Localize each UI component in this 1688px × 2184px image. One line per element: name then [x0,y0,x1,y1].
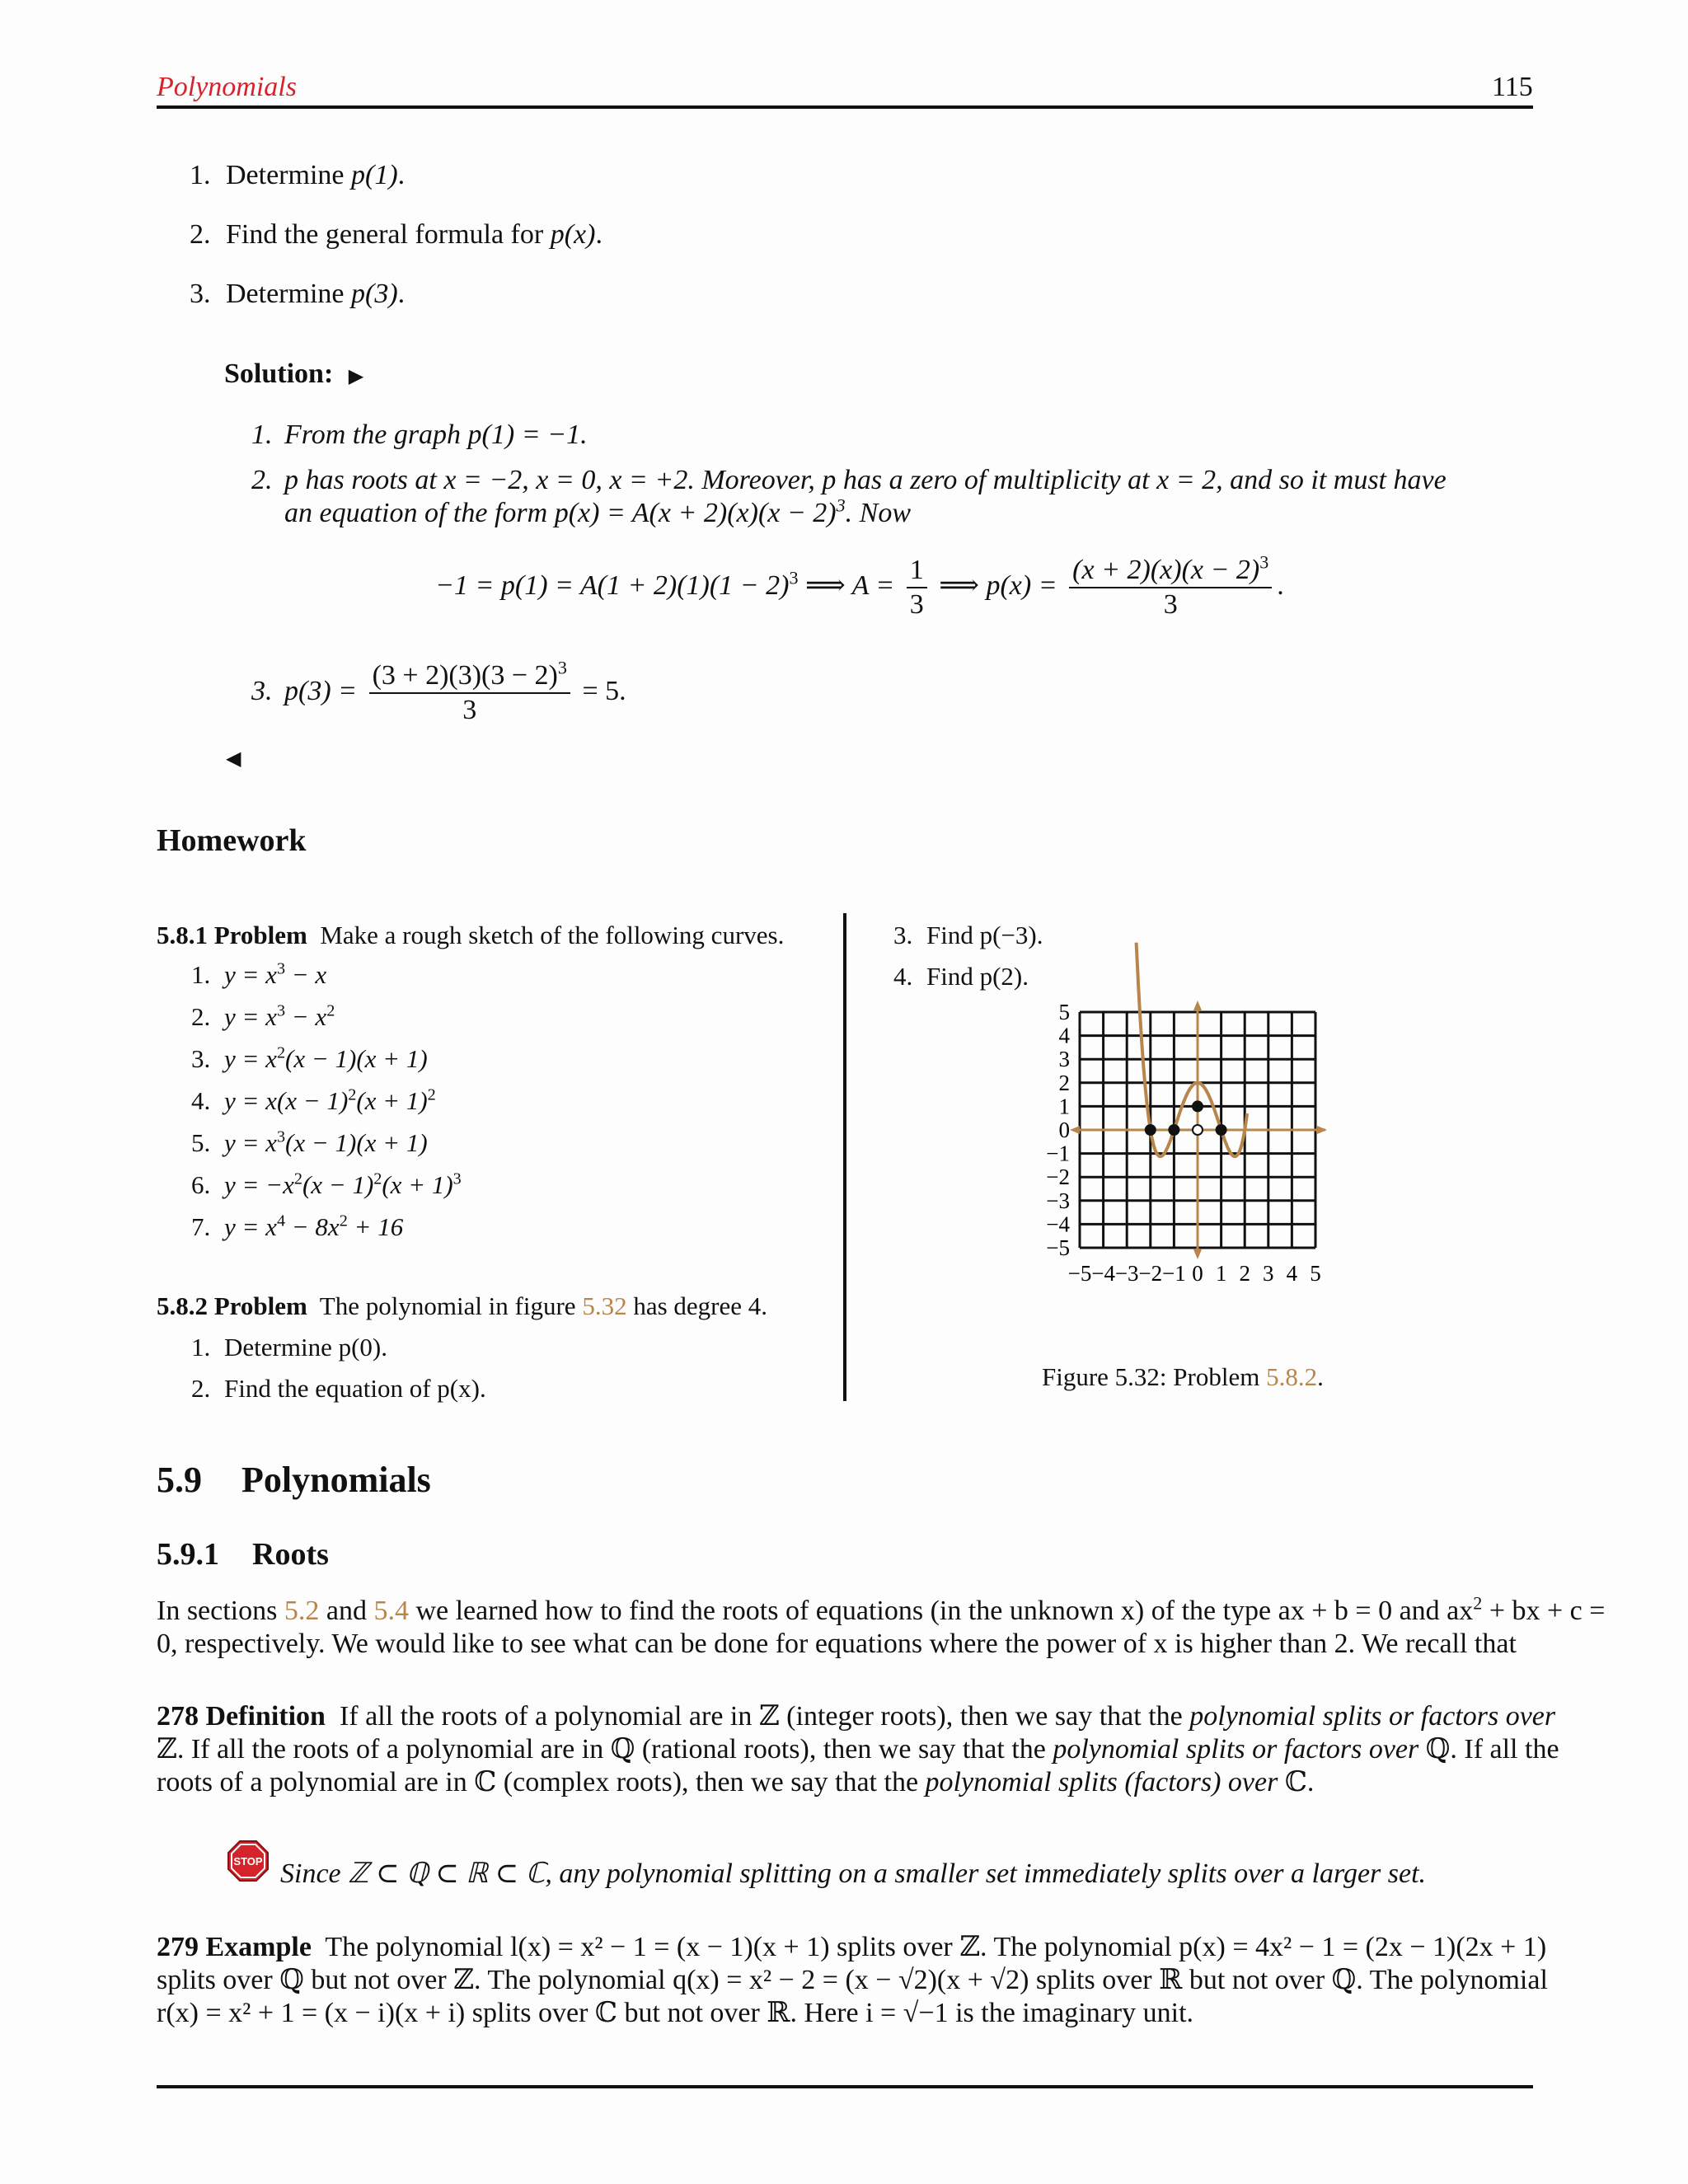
solution-step-3: 3. p(3) = $\frac{(3 + 2)(3)(3 - 2)^3}{3}$ = 5. [251,657,626,725]
footer-rule [157,2085,1533,2088]
column-divider [843,913,846,1401]
y-tick-label: 5 [1058,1000,1070,1024]
section-ref-link[interactable]: 5.2 [284,1596,320,1626]
y-axis-arrow-down [1193,1249,1202,1259]
x-tick-label: 2 [1239,1261,1250,1286]
x-tick-label: −2 [1138,1261,1163,1286]
solution-close-marker: ◀ [226,748,241,770]
y-tick-label: −1 [1046,1141,1070,1166]
x-tick-label: 1 [1215,1261,1227,1286]
problem-5-8-1: 5.8.1 Problem Make a rough sketch of the following curves. [157,921,785,949]
list-item: 2. Find the equation of p(x). [191,1374,486,1403]
x-tick-label: 5 [1310,1261,1321,1286]
y-tick-label: 2 [1058,1070,1070,1095]
running-header-chapter: Polynomials [157,72,297,102]
solution-label: Solution: ▶ [224,359,364,389]
figure-ref-link[interactable]: 5.32 [582,1291,627,1320]
solution-open-marker: ▶ [348,366,364,387]
list-item: 5. $y = x^3(x - 1)(x + 1)$ [191,1127,428,1157]
list-item: 4. Find p(2). [893,962,1029,991]
x-tick-label: 0 [1192,1261,1203,1286]
homework-heading: Homework [157,823,307,858]
x-tick-label: 4 [1286,1261,1298,1286]
list-item: 3. $y = x^2(x - 1)(x + 1)$ [191,1043,428,1073]
list-item: 2. $y = x^3 - x^2$ [191,1001,335,1031]
data-point [1217,1125,1226,1135]
data-point [1146,1125,1156,1135]
y-tick-label: 0 [1058,1118,1070,1142]
data-point [1193,1101,1203,1111]
definition-line-2: ℤ. If all the roots of a polynomial are in ℚ (rational roots), then we say that the polynomial splits or factors over ℚ. If all the [157,1734,1559,1765]
subsection-heading: 5.9.1 Roots [157,1537,329,1572]
definition-line-1: 278 Definition If all the roots of a polynomial are in ℤ (integer roots), then we say that the polynomial splits or factors over [157,1701,1556,1732]
list-item: 1. $y = x^3 - x$ [191,959,327,989]
example-line-2: splits over ℚ but not over ℤ. The polynomial q(x) = x² − 2 = (x − √2)(x + √2) splits over ℝ but not over ℚ. The polynomial [157,1965,1548,1995]
section-paragraph-line-2: 0, respectively. We would like to see what can be done for equations where the power of x is higher than 2. We recall that [157,1629,1517,1659]
header-rule [157,105,1533,109]
y-tick-label: −4 [1046,1212,1070,1237]
y-tick-label: 3 [1058,1047,1070,1072]
list-item: 6. $y = -x^2(x - 1)^2(x + 1)^3$ [191,1169,462,1199]
figure-caption: Figure 5.32: Problem 5.8.2. [1042,1362,1324,1391]
solution-step-2: 2. p has roots at x = −2, x = 0, x = +2. Moreover, p has a zero of multiplicity at x = 2, and so it must have [251,465,1447,495]
x-tick-label: −4 [1091,1261,1115,1286]
chart-tick-labels [1046,1000,1320,1286]
x-axis-arrow-left [1070,1126,1080,1134]
y-tick-label: −2 [1046,1165,1070,1190]
x-axis-arrow-right [1317,1126,1327,1134]
y-axis-arrow-up [1193,1001,1202,1010]
svg-text:STOP: STOP [233,1855,263,1868]
open-point [1193,1125,1203,1135]
stop-sign-icon [227,1840,269,1882]
list-item: 2. Find the general formula for p(x). [190,219,603,250]
y-tick-label: −3 [1046,1188,1070,1213]
display-equation: $-1 = p(1) = A(1 + 2)(1)(1 - 2)^3$ ⟹ A = $\frac{1}{3}$ ⟹ p(x) = $\frac{(x + 2)(x)(x - 2)^3}{3}$ . [435,551,1284,620]
list-item: 1. Determine p(1). [190,160,406,190]
data-point [1169,1125,1179,1135]
problem-ref-link[interactable]: 5.8.2 [1266,1362,1318,1391]
section-heading: 5.9 Polynomials [157,1460,431,1500]
figure-5-32-chart [1022,940,1335,1302]
y-tick-label: 4 [1058,1023,1070,1048]
section-ref-link[interactable]: 5.4 [373,1596,409,1626]
y-tick-label: −5 [1046,1235,1070,1260]
y-tick-label: 1 [1058,1094,1070,1119]
x-tick-label: 3 [1263,1261,1274,1286]
curve-list [191,959,462,1254]
x-tick-label: −3 [1114,1261,1139,1286]
list-item: 4. $y = x(x - 1)^2(x + 1)^2$ [191,1085,436,1115]
page-number: 115 [1492,72,1533,102]
definition-line-3: roots of a polynomial are in ℂ (complex roots), then we say that the polynomial splits (factors) over ℂ. [157,1767,1315,1797]
list-item: 3. Find p(−3). [893,921,1043,949]
stop-note-text: Since ℤ ⊂ ℚ ⊂ ℝ ⊂ ℂ, any polynomial splitting on a smaller set immediately splits over a larger set. [280,1858,1427,1889]
x-tick-label: −5 [1067,1261,1092,1286]
solution-step-2-line-2: an equation of the form $p(x) = A(x + 2)(x)(x - 2)^3$. Now [284,494,912,528]
example-line-1: 279 Example The polynomial l(x) = x² − 1 = (x − 1)(x + 1) splits over ℤ. The polynomial p(x) = 4x² − 1 = (2x − 1)(2x + 1) [157,1932,1547,1962]
list-item: 3. Determine p(3). [190,279,406,309]
x-tick-label: −1 [1162,1261,1186,1286]
problem-5-8-2: 5.8.2 Problem The polynomial in figure 5.32 has degree 4. [157,1291,768,1320]
example-line-3: r(x) = x² + 1 = (x − i)(x + i) splits over ℂ but not over ℝ. Here i = √−1 is the imaginary unit. [157,1998,1194,2028]
list-item: 7. $y = x^4 - 8x^2 + 16$ [191,1212,404,1241]
section-paragraph-line-1: In sections 5.2 and 5.4 we learned how to find the roots of equations (in the unknown x) of the type ax + b = 0 and $ax^2$ + bx + c = [157,1592,1606,1626]
list-item: 1. Determine p(0). [191,1333,387,1361]
solution-step-1: 1. From the graph p(1) = −1. [251,419,588,450]
polynomial-curve [1137,943,1248,1157]
